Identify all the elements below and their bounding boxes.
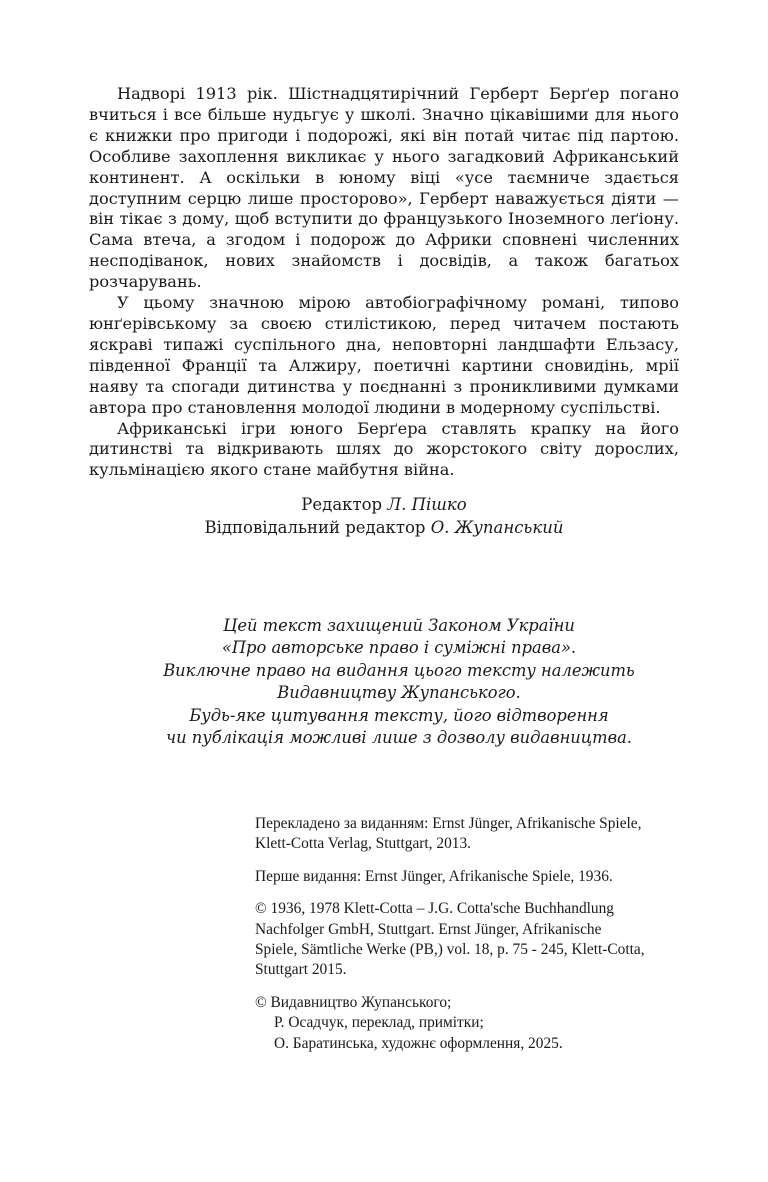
notice-line: «Про авторське право і суміжні права». [221,638,577,658]
chief-editor-role: Відповідальний редактор [204,517,426,537]
notice-line: Будь-яке цитування тексту, його відтворення [189,705,609,725]
editor-line [0,494,768,517]
first-edition [255,867,685,887]
original-copyright [255,899,685,981]
chief-editor-line [0,517,768,540]
imprint-line: Nachfolger GmbH, Stuttgart. Ernst Jünger, Afrikanische [255,920,602,938]
publisher-copyright [255,993,685,1054]
imprint-line: Stuttgart 2015. [255,961,347,979]
annotation-paragraph-2: У цьому значною мірою автобіографічному романі, типово юнґерівському за своєю стилістикою, перед читачем постають яскраві типажі суспільного дна, неповторні ландшафти Ельзасу, південної Франції та Алжиру, поетичні картини сновидінь, мрії наяву та спогади дитинства у поєднанні з проникливими думками автора про становлення молодої людини в модерному суспільстві. [89,293,679,417]
imprint-line: Р. Осадчук, переклад, примітки; [274,1014,484,1032]
notice-line: Цей текст захищений Законом України [223,616,575,635]
imprint-line: Перше видання: Ernst Jünger, Afrikanische Spiele, 1936. [255,867,613,885]
notice-line: Видавництву Жупанського. [277,683,521,703]
editor-role: Редактор [301,495,383,514]
imprint-line: © Видавництво Жупанського; [255,993,452,1011]
imprint-line: © 1936, 1978 Klett-Cotta – J.G. Cotta'sche Buchhandlung [255,900,615,918]
imprint-line: Klett-Cotta Verlag, Stuttgart, 2013. [255,835,472,853]
annotation-paragraph-3: Африканські ігри юного Берґера ставлять крапку на його дитинстві та відкривають шлях до жорстокого світу дорослих, кульмінацією якого стане майбутня війна. [89,418,679,480]
editor-name: Л. Пішко [387,495,467,514]
translated-from [255,814,685,855]
imprint-line: Spiele, Sämtliche Werke (PB,) vol. 18, p. 75 - 245, Klett-Cotta, [255,941,645,959]
notice-line: Виключне право на видання цього тексту належить [163,660,635,680]
imprint-line: Перекладено за виданням: Ernst Jünger, Afrikanische Spiele, [255,815,642,832]
notice-line: чи публікація можливі лише з дозволу видавництва. [166,728,632,748]
book-annotation [89,84,679,481]
copyright-notice [0,615,768,749]
annotation-paragraph-1: Надворі 1913 рік. Шістнадцятирічний Герберт Берґер погано вчиться і все більше нудьгує у школі. Значно цікавішими для нього є книжки про пригоди і подорожі, які він потай читає під партою. Особливе захоплення викликає у нього загадковий Африканський континент. А оскільки в юному віці «усе таємниче здається доступним серцю лише просторово», Герберт наважується діяти — він тікає з дому, щоб вступити до французького Іноземного леґіону. Сама втеча, а згодом і подорож до Африки сповнені численних несподіванок, нових знайомств і досвідів, а також багатьох розчарувань. [89,84,679,292]
imprint-line: О. Баратинська, художнє оформлення, 2025. [274,1034,563,1052]
imprint [255,814,685,1054]
editors-credits [0,494,768,539]
chief-editor-name: О. Жупанський [430,517,564,537]
